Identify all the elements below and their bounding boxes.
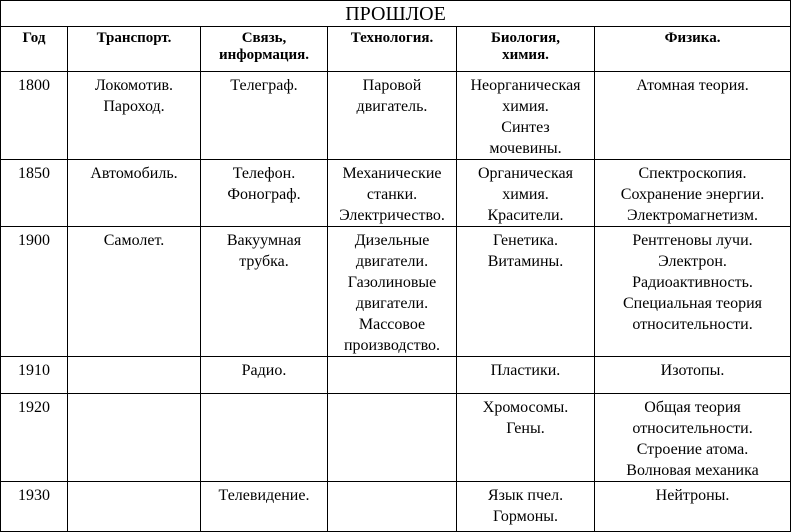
year-cell: 1920 <box>1 394 68 482</box>
cell-line: Газолиновые <box>347 274 437 291</box>
physics-cell <box>595 227 791 357</box>
cell-line: Хромосомы. <box>482 399 569 416</box>
transport-cell <box>68 72 201 160</box>
biology-cell <box>457 394 595 482</box>
physics-cell <box>595 482 791 532</box>
physics-cell <box>595 72 791 160</box>
cell-line: Сохранение энергии. <box>620 186 765 203</box>
transport-cell <box>68 357 201 394</box>
header-line: Биология, <box>490 30 561 46</box>
cell-line: Атомная теория. <box>636 77 749 94</box>
table-title: ПРОШЛОЕ <box>1 1 791 27</box>
year-cell: 1910 <box>1 357 68 394</box>
physics-cell <box>595 160 791 227</box>
biology-cell <box>457 227 595 357</box>
transport-cell <box>68 394 201 482</box>
table-row <box>1 394 791 482</box>
year-cell: 1800 <box>1 72 68 160</box>
transport-cell <box>68 160 201 227</box>
table-header-row <box>1 27 791 72</box>
cell-line: Радиоактивность. <box>632 274 753 291</box>
cell-line: Пароход. <box>103 98 165 115</box>
cell-line: Пластики. <box>490 362 561 379</box>
cell-line: Массовое <box>358 316 426 333</box>
table-title-row <box>1 1 791 27</box>
technology-cell <box>328 357 457 394</box>
technology-cell <box>328 482 457 532</box>
communication-cell <box>201 482 328 532</box>
cell-line: Локомотив. <box>94 77 174 94</box>
cell-line: Паровой <box>362 77 422 94</box>
biology-cell <box>457 160 595 227</box>
technology-cell <box>328 227 457 357</box>
transport-cell <box>68 227 201 357</box>
cell-line: Телевидение. <box>218 487 310 504</box>
cell-line: Дизельные <box>354 232 430 249</box>
cell-line: Телефон. <box>232 165 296 182</box>
cell-line: Электричество. <box>339 207 445 224</box>
header-line: химия. <box>502 47 549 63</box>
table-row <box>1 160 791 227</box>
cell-line: мочевины. <box>489 140 562 157</box>
cell-line: Электрон. <box>658 253 727 270</box>
header-line: Год <box>22 30 46 46</box>
cell-line: химия. <box>502 98 549 115</box>
cell-line: двигатели. <box>355 295 429 312</box>
cell-line: Витамины. <box>487 253 564 270</box>
cell-line: Синтез <box>501 119 550 136</box>
cell-line: Нейтроны. <box>655 487 730 504</box>
cell-line: Красители. <box>487 207 564 224</box>
cell-line: Рентгеновы лучи. <box>632 232 753 249</box>
table-row <box>1 227 791 357</box>
header-biology <box>457 27 595 72</box>
cell-line: Фонограф. <box>227 186 301 203</box>
cell-line: Вакуумная <box>226 232 302 249</box>
table-row <box>1 357 791 394</box>
cell-line: Механические <box>342 165 442 182</box>
technology-cell <box>328 394 457 482</box>
year-cell: 1930 <box>1 482 68 532</box>
communication-cell <box>201 227 328 357</box>
header-line: Физика. <box>664 30 721 46</box>
cell-line: Общая теория <box>644 399 741 416</box>
physics-cell <box>595 357 791 394</box>
header-line: информация. <box>218 47 310 63</box>
technology-cell <box>328 160 457 227</box>
technology-cell <box>328 72 457 160</box>
cell-line: Неорганическая <box>470 77 581 94</box>
cell-line: трубка. <box>239 253 289 270</box>
cell-line: Радио. <box>241 362 287 379</box>
cell-line: Изотопы. <box>660 362 725 379</box>
year-cell: 1850 <box>1 160 68 227</box>
cell-line: Телеграф. <box>230 77 298 94</box>
cell-line: двигатели. <box>355 253 429 270</box>
table-row <box>1 72 791 160</box>
header-line: Транспорт. <box>96 30 172 46</box>
cell-line: двигатель. <box>356 98 428 115</box>
cell-line: относительности. <box>632 316 753 333</box>
cell-line: Специальная теория <box>623 295 763 312</box>
cell-line: Самолет. <box>103 232 165 249</box>
cell-line: Гены. <box>506 420 545 437</box>
communication-cell <box>201 72 328 160</box>
year-cell: 1900 <box>1 227 68 357</box>
cell-line: химия. <box>502 186 549 203</box>
cell-line: Автомобиль. <box>90 165 178 182</box>
header-year <box>1 27 68 72</box>
cell-line: Гормоны. <box>492 508 559 525</box>
cell-line: станки. <box>366 186 418 203</box>
cell-line: Электромагнетизм. <box>627 207 759 224</box>
communication-cell <box>201 160 328 227</box>
header-transport <box>68 27 201 72</box>
cell-line: Спектроскопия. <box>638 165 747 182</box>
transport-cell <box>68 482 201 532</box>
cell-line: Генетика. <box>493 232 558 249</box>
physics-cell <box>595 394 791 482</box>
header-line: Технология. <box>350 30 434 46</box>
biology-cell <box>457 357 595 394</box>
table-body <box>1 72 791 532</box>
biology-cell <box>457 72 595 160</box>
header-technology <box>328 27 457 72</box>
cell-line: Волновая механика <box>626 462 759 479</box>
biology-cell <box>457 482 595 532</box>
cell-line: Органическая <box>478 165 573 182</box>
communication-cell <box>201 357 328 394</box>
cell-line: относительности. <box>632 420 753 437</box>
communication-cell <box>201 394 328 482</box>
header-communication <box>201 27 328 72</box>
table-row <box>1 482 791 532</box>
cell-line: Язык пчел. <box>487 487 564 504</box>
header-physics <box>595 27 791 72</box>
header-line: Связь, <box>241 30 287 46</box>
cell-line: производство. <box>343 337 441 354</box>
cell-line: Строение атома. <box>636 441 749 458</box>
